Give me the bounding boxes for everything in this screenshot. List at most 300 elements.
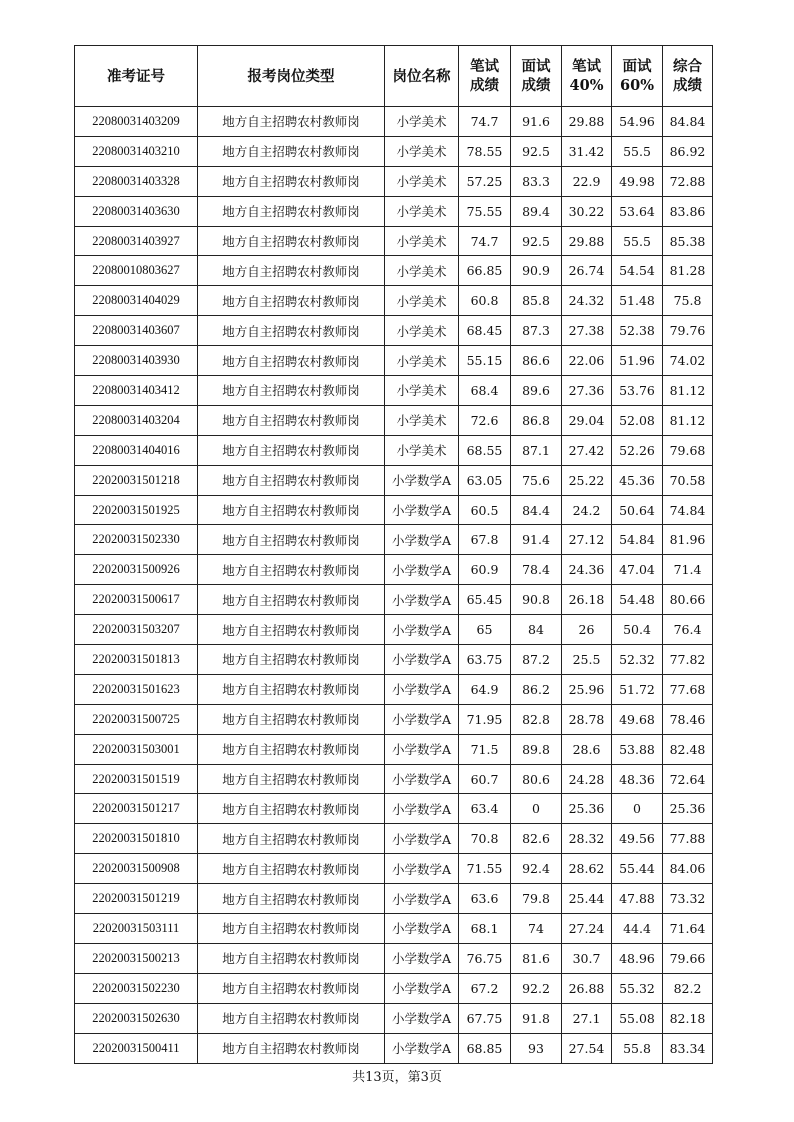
cell-job-type: 地方自主招聘农村教师岗 bbox=[198, 376, 385, 406]
cell-job-type: 地方自主招聘农村教师岗 bbox=[198, 764, 385, 794]
cell-job-type: 地方自主招聘农村教师岗 bbox=[198, 256, 385, 286]
table-row bbox=[75, 196, 713, 226]
cell-written-40: 24.36 bbox=[562, 555, 612, 585]
cell-written-score: 60.8 bbox=[459, 286, 511, 316]
cell-position: 小学数学A bbox=[385, 794, 459, 824]
header-line: 笔试 bbox=[572, 58, 601, 75]
table-row bbox=[75, 346, 713, 376]
header-job-type bbox=[198, 46, 385, 107]
cell-position: 小学数学A bbox=[385, 764, 459, 794]
cell-position: 小学数学A bbox=[385, 854, 459, 884]
cell-written-score: 60.9 bbox=[459, 555, 511, 585]
cell-job-type: 地方自主招聘农村教师岗 bbox=[198, 884, 385, 914]
table-row bbox=[75, 704, 713, 734]
cell-position: 小学数学A bbox=[385, 645, 459, 675]
score-table bbox=[74, 45, 713, 1064]
cell-position: 小学数学A bbox=[385, 525, 459, 555]
cell-interview-60: 52.32 bbox=[612, 645, 663, 675]
cell-interview-60: 50.4 bbox=[612, 615, 663, 645]
cell-total-score: 79.66 bbox=[663, 943, 713, 973]
table-row bbox=[75, 615, 713, 645]
cell-interview-60: 54.48 bbox=[612, 585, 663, 615]
cell-interview-score: 89.8 bbox=[511, 734, 562, 764]
cell-job-type: 地方自主招聘农村教师岗 bbox=[198, 585, 385, 615]
cell-total-score: 84.84 bbox=[663, 107, 713, 137]
cell-interview-score: 93 bbox=[511, 1033, 562, 1063]
cell-interview-60: 49.98 bbox=[612, 166, 663, 196]
cell-job-type: 地方自主招聘农村教师岗 bbox=[198, 854, 385, 884]
cell-interview-score: 82.8 bbox=[511, 704, 562, 734]
table-row bbox=[75, 405, 713, 435]
header-row bbox=[75, 46, 713, 107]
cell-total-score: 82.18 bbox=[663, 1003, 713, 1033]
header-line: 面试 bbox=[521, 58, 551, 75]
cell-job-type: 地方自主招聘农村教师岗 bbox=[198, 914, 385, 944]
cell-exam-id: 22020031500617 bbox=[75, 585, 198, 615]
cell-interview-60: 50.64 bbox=[612, 495, 663, 525]
cell-total-score: 74.02 bbox=[663, 346, 713, 376]
cell-interview-60: 55.08 bbox=[612, 1003, 663, 1033]
cell-exam-id: 22020031501219 bbox=[75, 884, 198, 914]
table-row bbox=[75, 316, 713, 346]
cell-interview-score: 86.8 bbox=[511, 405, 562, 435]
cell-exam-id: 22080031403630 bbox=[75, 196, 198, 226]
cell-interview-60: 44.4 bbox=[612, 914, 663, 944]
cell-interview-60: 55.8 bbox=[612, 1033, 663, 1063]
table-row bbox=[75, 286, 713, 316]
table-row bbox=[75, 734, 713, 764]
cell-written-score: 57.25 bbox=[459, 166, 511, 196]
cell-position: 小学美术 bbox=[385, 226, 459, 256]
cell-exam-id: 22020031500908 bbox=[75, 854, 198, 884]
cell-written-40: 28.78 bbox=[562, 704, 612, 734]
cell-interview-60: 53.88 bbox=[612, 734, 663, 764]
page-footer: 共13页，第3页 bbox=[352, 1070, 442, 1085]
cell-position: 小学数学A bbox=[385, 704, 459, 734]
cell-written-40: 27.1 bbox=[562, 1003, 612, 1033]
cell-interview-score: 89.6 bbox=[511, 376, 562, 406]
cell-exam-id: 22080031403204 bbox=[75, 405, 198, 435]
cell-written-score: 60.5 bbox=[459, 495, 511, 525]
cell-exam-id: 22020031500725 bbox=[75, 704, 198, 734]
cell-interview-score: 75.6 bbox=[511, 465, 562, 495]
cell-interview-60: 52.08 bbox=[612, 405, 663, 435]
cell-written-40: 27.38 bbox=[562, 316, 612, 346]
cell-written-40: 27.12 bbox=[562, 525, 612, 555]
cell-written-score: 65.45 bbox=[459, 585, 511, 615]
cell-total-score: 80.66 bbox=[663, 585, 713, 615]
cell-interview-score: 85.8 bbox=[511, 286, 562, 316]
cell-written-40: 31.42 bbox=[562, 136, 612, 166]
cell-written-40: 24.28 bbox=[562, 764, 612, 794]
header-exam-id bbox=[75, 46, 198, 107]
cell-position: 小学美术 bbox=[385, 435, 459, 465]
cell-total-score: 70.58 bbox=[663, 465, 713, 495]
cell-written-score: 71.55 bbox=[459, 854, 511, 884]
cell-job-type: 地方自主招聘农村教师岗 bbox=[198, 555, 385, 585]
cell-total-score: 86.92 bbox=[663, 136, 713, 166]
cell-exam-id: 22080031404029 bbox=[75, 286, 198, 316]
cell-written-40: 25.22 bbox=[562, 465, 612, 495]
cell-interview-score: 84 bbox=[511, 615, 562, 645]
cell-job-type: 地方自主招聘农村教师岗 bbox=[198, 435, 385, 465]
table-row bbox=[75, 884, 713, 914]
cell-position: 小学数学A bbox=[385, 674, 459, 704]
table-row bbox=[75, 465, 713, 495]
cell-written-40: 28.6 bbox=[562, 734, 612, 764]
cell-exam-id: 22080031403210 bbox=[75, 136, 198, 166]
table-row bbox=[75, 794, 713, 824]
cell-interview-60: 0 bbox=[612, 794, 663, 824]
cell-interview-score: 87.2 bbox=[511, 645, 562, 675]
cell-exam-id: 22020031502330 bbox=[75, 525, 198, 555]
header-line: 40% bbox=[569, 77, 604, 94]
cell-written-40: 25.5 bbox=[562, 645, 612, 675]
cell-written-score: 71.95 bbox=[459, 704, 511, 734]
cell-position: 小学数学A bbox=[385, 914, 459, 944]
cell-written-40: 26 bbox=[562, 615, 612, 645]
header-interview-60 bbox=[612, 46, 663, 107]
cell-exam-id: 22020031501218 bbox=[75, 465, 198, 495]
cell-job-type: 地方自主招聘农村教师岗 bbox=[198, 615, 385, 645]
cell-interview-60: 48.96 bbox=[612, 943, 663, 973]
table-row bbox=[75, 555, 713, 585]
cell-position: 小学数学A bbox=[385, 884, 459, 914]
cell-written-40: 24.2 bbox=[562, 495, 612, 525]
cell-written-40: 27.54 bbox=[562, 1033, 612, 1063]
header-line: 准考证号 bbox=[107, 67, 165, 85]
table-row bbox=[75, 226, 713, 256]
cell-total-score: 81.96 bbox=[663, 525, 713, 555]
cell-written-40: 29.88 bbox=[562, 107, 612, 137]
table-body bbox=[75, 107, 713, 1064]
cell-interview-score: 84.4 bbox=[511, 495, 562, 525]
cell-job-type: 地方自主招聘农村教师岗 bbox=[198, 674, 385, 704]
cell-job-type: 地方自主招聘农村教师岗 bbox=[198, 346, 385, 376]
cell-position: 小学数学A bbox=[385, 615, 459, 645]
cell-position: 小学数学A bbox=[385, 973, 459, 1003]
cell-written-40: 25.96 bbox=[562, 674, 612, 704]
cell-job-type: 地方自主招聘农村教师岗 bbox=[198, 316, 385, 346]
cell-job-type: 地方自主招聘农村教师岗 bbox=[198, 645, 385, 675]
table-row bbox=[75, 1033, 713, 1063]
cell-written-40: 27.24 bbox=[562, 914, 612, 944]
cell-interview-60: 55.5 bbox=[612, 226, 663, 256]
cell-total-score: 82.2 bbox=[663, 973, 713, 1003]
table-row bbox=[75, 166, 713, 196]
cell-interview-score: 90.8 bbox=[511, 585, 562, 615]
table-row bbox=[75, 764, 713, 794]
cell-written-score: 74.7 bbox=[459, 107, 511, 137]
cell-written-score: 65 bbox=[459, 615, 511, 645]
cell-position: 小学数学A bbox=[385, 465, 459, 495]
cell-exam-id: 22020031501217 bbox=[75, 794, 198, 824]
table-row bbox=[75, 854, 713, 884]
cell-interview-60: 54.54 bbox=[612, 256, 663, 286]
cell-written-score: 63.6 bbox=[459, 884, 511, 914]
cell-job-type: 地方自主招聘农村教师岗 bbox=[198, 286, 385, 316]
cell-exam-id: 22020031502630 bbox=[75, 1003, 198, 1033]
cell-position: 小学美术 bbox=[385, 376, 459, 406]
cell-position: 小学美术 bbox=[385, 405, 459, 435]
cell-job-type: 地方自主招聘农村教师岗 bbox=[198, 166, 385, 196]
cell-position: 小学美术 bbox=[385, 166, 459, 196]
cell-written-score: 67.75 bbox=[459, 1003, 511, 1033]
cell-position: 小学数学A bbox=[385, 1003, 459, 1033]
cell-job-type: 地方自主招聘农村教师岗 bbox=[198, 1003, 385, 1033]
cell-interview-60: 53.76 bbox=[612, 376, 663, 406]
cell-interview-60: 49.68 bbox=[612, 704, 663, 734]
cell-interview-score: 78.4 bbox=[511, 555, 562, 585]
cell-position: 小学数学A bbox=[385, 585, 459, 615]
cell-written-score: 67.8 bbox=[459, 525, 511, 555]
cell-job-type: 地方自主招聘农村教师岗 bbox=[198, 824, 385, 854]
cell-job-type: 地方自主招聘农村教师岗 bbox=[198, 704, 385, 734]
cell-position: 小学数学A bbox=[385, 555, 459, 585]
cell-written-score: 74.7 bbox=[459, 226, 511, 256]
cell-exam-id: 22080031404016 bbox=[75, 435, 198, 465]
cell-position: 小学美术 bbox=[385, 256, 459, 286]
cell-written-40: 26.88 bbox=[562, 973, 612, 1003]
cell-interview-score: 0 bbox=[511, 794, 562, 824]
header-interview-score bbox=[511, 46, 562, 107]
cell-interview-score: 92.5 bbox=[511, 136, 562, 166]
cell-total-score: 83.34 bbox=[663, 1033, 713, 1063]
cell-job-type: 地方自主招聘农村教师岗 bbox=[198, 495, 385, 525]
cell-written-score: 67.2 bbox=[459, 973, 511, 1003]
cell-written-score: 60.7 bbox=[459, 764, 511, 794]
cell-position: 小学数学A bbox=[385, 734, 459, 764]
cell-exam-id: 22020031501810 bbox=[75, 824, 198, 854]
cell-interview-score: 92.2 bbox=[511, 973, 562, 1003]
cell-position: 小学美术 bbox=[385, 136, 459, 166]
cell-total-score: 82.48 bbox=[663, 734, 713, 764]
cell-interview-score: 87.1 bbox=[511, 435, 562, 465]
cell-job-type: 地方自主招聘农村教师岗 bbox=[198, 734, 385, 764]
cell-exam-id: 22080031403209 bbox=[75, 107, 198, 137]
cell-written-score: 64.9 bbox=[459, 674, 511, 704]
cell-exam-id: 22020031501813 bbox=[75, 645, 198, 675]
cell-job-type: 地方自主招聘农村教师岗 bbox=[198, 405, 385, 435]
cell-written-40: 27.36 bbox=[562, 376, 612, 406]
cell-interview-score: 81.6 bbox=[511, 943, 562, 973]
cell-total-score: 72.88 bbox=[663, 166, 713, 196]
cell-total-score: 84.06 bbox=[663, 854, 713, 884]
cell-total-score: 81.12 bbox=[663, 405, 713, 435]
cell-interview-score: 87.3 bbox=[511, 316, 562, 346]
cell-total-score: 85.38 bbox=[663, 226, 713, 256]
cell-interview-score: 79.8 bbox=[511, 884, 562, 914]
cell-written-40: 30.7 bbox=[562, 943, 612, 973]
cell-written-score: 68.1 bbox=[459, 914, 511, 944]
cell-exam-id: 22020031501623 bbox=[75, 674, 198, 704]
cell-total-score: 83.86 bbox=[663, 196, 713, 226]
cell-written-score: 78.55 bbox=[459, 136, 511, 166]
cell-written-40: 24.32 bbox=[562, 286, 612, 316]
cell-interview-score: 91.4 bbox=[511, 525, 562, 555]
table-row bbox=[75, 645, 713, 675]
cell-interview-60: 54.96 bbox=[612, 107, 663, 137]
cell-job-type: 地方自主招聘农村教师岗 bbox=[198, 794, 385, 824]
cell-written-score: 72.6 bbox=[459, 405, 511, 435]
cell-total-score: 79.68 bbox=[663, 435, 713, 465]
cell-written-40: 26.74 bbox=[562, 256, 612, 286]
cell-exam-id: 22020031502230 bbox=[75, 973, 198, 1003]
cell-written-score: 71.5 bbox=[459, 734, 511, 764]
cell-written-score: 66.85 bbox=[459, 256, 511, 286]
cell-position: 小学美术 bbox=[385, 286, 459, 316]
cell-written-40: 22.9 bbox=[562, 166, 612, 196]
cell-exam-id: 22020031503001 bbox=[75, 734, 198, 764]
cell-exam-id: 22020031503207 bbox=[75, 615, 198, 645]
cell-interview-score: 89.4 bbox=[511, 196, 562, 226]
table-row bbox=[75, 136, 713, 166]
header-written-40 bbox=[562, 46, 612, 107]
cell-interview-60: 54.84 bbox=[612, 525, 663, 555]
header-line: 笔试 bbox=[470, 58, 499, 75]
cell-job-type: 地方自主招聘农村教师岗 bbox=[198, 973, 385, 1003]
header-line: 成绩 bbox=[673, 77, 702, 94]
cell-interview-60: 51.72 bbox=[612, 674, 663, 704]
cell-job-type: 地方自主招聘农村教师岗 bbox=[198, 1033, 385, 1063]
cell-total-score: 81.12 bbox=[663, 376, 713, 406]
cell-interview-score: 91.8 bbox=[511, 1003, 562, 1033]
cell-total-score: 79.76 bbox=[663, 316, 713, 346]
cell-written-40: 25.44 bbox=[562, 884, 612, 914]
table-row bbox=[75, 585, 713, 615]
table-row bbox=[75, 914, 713, 944]
cell-written-40: 27.42 bbox=[562, 435, 612, 465]
cell-written-40: 29.88 bbox=[562, 226, 612, 256]
cell-exam-id: 22020031500213 bbox=[75, 943, 198, 973]
cell-position: 小学美术 bbox=[385, 346, 459, 376]
cell-position: 小学美术 bbox=[385, 196, 459, 226]
cell-interview-60: 55.32 bbox=[612, 973, 663, 1003]
cell-total-score: 74.84 bbox=[663, 495, 713, 525]
cell-total-score: 73.32 bbox=[663, 884, 713, 914]
cell-exam-id: 22080031403927 bbox=[75, 226, 198, 256]
cell-exam-id: 22020031503111 bbox=[75, 914, 198, 944]
cell-interview-60: 52.38 bbox=[612, 316, 663, 346]
cell-position: 小学数学A bbox=[385, 943, 459, 973]
cell-interview-score: 80.6 bbox=[511, 764, 562, 794]
cell-exam-id: 22080031403607 bbox=[75, 316, 198, 346]
header-position bbox=[385, 46, 459, 107]
table-header bbox=[75, 46, 713, 107]
cell-total-score: 77.82 bbox=[663, 645, 713, 675]
cell-exam-id: 22080010803627 bbox=[75, 256, 198, 286]
cell-interview-60: 51.48 bbox=[612, 286, 663, 316]
cell-interview-score: 90.9 bbox=[511, 256, 562, 286]
cell-job-type: 地方自主招聘农村教师岗 bbox=[198, 136, 385, 166]
table-row bbox=[75, 107, 713, 137]
header-line: 报考岗位类型 bbox=[247, 67, 335, 85]
cell-total-score: 77.88 bbox=[663, 824, 713, 854]
header-line: 综合 bbox=[673, 58, 702, 75]
cell-written-40: 28.32 bbox=[562, 824, 612, 854]
cell-position: 小学数学A bbox=[385, 824, 459, 854]
cell-position: 小学美术 bbox=[385, 107, 459, 137]
cell-interview-score: 83.3 bbox=[511, 166, 562, 196]
table-row bbox=[75, 824, 713, 854]
cell-total-score: 71.4 bbox=[663, 555, 713, 585]
cell-interview-score: 91.6 bbox=[511, 107, 562, 137]
cell-written-score: 63.05 bbox=[459, 465, 511, 495]
cell-interview-score: 92.5 bbox=[511, 226, 562, 256]
cell-position: 小学数学A bbox=[385, 1033, 459, 1063]
cell-interview-60: 51.96 bbox=[612, 346, 663, 376]
cell-interview-60: 53.64 bbox=[612, 196, 663, 226]
cell-written-score: 75.55 bbox=[459, 196, 511, 226]
cell-written-score: 63.4 bbox=[459, 794, 511, 824]
cell-job-type: 地方自主招聘农村教师岗 bbox=[198, 226, 385, 256]
cell-exam-id: 22020031500926 bbox=[75, 555, 198, 585]
cell-interview-60: 48.36 bbox=[612, 764, 663, 794]
cell-interview-score: 74 bbox=[511, 914, 562, 944]
cell-interview-60: 49.56 bbox=[612, 824, 663, 854]
cell-written-score: 68.4 bbox=[459, 376, 511, 406]
header-line: 岗位名称 bbox=[392, 67, 451, 85]
cell-written-score: 68.85 bbox=[459, 1033, 511, 1063]
header-line: 成绩 bbox=[470, 77, 499, 94]
table-row bbox=[75, 1003, 713, 1033]
cell-interview-60: 47.04 bbox=[612, 555, 663, 585]
cell-total-score: 78.46 bbox=[663, 704, 713, 734]
table-row bbox=[75, 435, 713, 465]
cell-written-40: 28.62 bbox=[562, 854, 612, 884]
cell-total-score: 72.64 bbox=[663, 764, 713, 794]
header-line: 成绩 bbox=[521, 77, 551, 94]
cell-total-score: 81.28 bbox=[663, 256, 713, 286]
cell-interview-60: 47.88 bbox=[612, 884, 663, 914]
cell-interview-score: 82.6 bbox=[511, 824, 562, 854]
cell-written-40: 22.06 bbox=[562, 346, 612, 376]
table-row bbox=[75, 674, 713, 704]
cell-written-score: 63.75 bbox=[459, 645, 511, 675]
cell-interview-score: 86.6 bbox=[511, 346, 562, 376]
cell-written-score: 68.55 bbox=[459, 435, 511, 465]
table-row bbox=[75, 495, 713, 525]
table-row bbox=[75, 525, 713, 555]
cell-interview-60: 55.5 bbox=[612, 136, 663, 166]
cell-written-40: 29.04 bbox=[562, 405, 612, 435]
cell-total-score: 71.64 bbox=[663, 914, 713, 944]
cell-written-score: 76.75 bbox=[459, 943, 511, 973]
cell-written-40: 30.22 bbox=[562, 196, 612, 226]
cell-interview-60: 52.26 bbox=[612, 435, 663, 465]
cell-exam-id: 22080031403412 bbox=[75, 376, 198, 406]
cell-interview-60: 55.44 bbox=[612, 854, 663, 884]
cell-total-score: 75.8 bbox=[663, 286, 713, 316]
cell-job-type: 地方自主招聘农村教师岗 bbox=[198, 465, 385, 495]
cell-interview-60: 45.36 bbox=[612, 465, 663, 495]
header-written-score bbox=[459, 46, 511, 107]
cell-exam-id: 22020031500411 bbox=[75, 1033, 198, 1063]
cell-exam-id: 22020031501925 bbox=[75, 495, 198, 525]
cell-position: 小学美术 bbox=[385, 316, 459, 346]
cell-exam-id: 22080031403930 bbox=[75, 346, 198, 376]
cell-written-40: 25.36 bbox=[562, 794, 612, 824]
cell-position: 小学数学A bbox=[385, 495, 459, 525]
cell-written-40: 26.18 bbox=[562, 585, 612, 615]
cell-interview-score: 86.2 bbox=[511, 674, 562, 704]
table-row bbox=[75, 376, 713, 406]
cell-exam-id: 22020031501519 bbox=[75, 764, 198, 794]
cell-job-type: 地方自主招聘农村教师岗 bbox=[198, 107, 385, 137]
cell-job-type: 地方自主招聘农村教师岗 bbox=[198, 196, 385, 226]
cell-exam-id: 22080031403328 bbox=[75, 166, 198, 196]
cell-written-score: 70.8 bbox=[459, 824, 511, 854]
